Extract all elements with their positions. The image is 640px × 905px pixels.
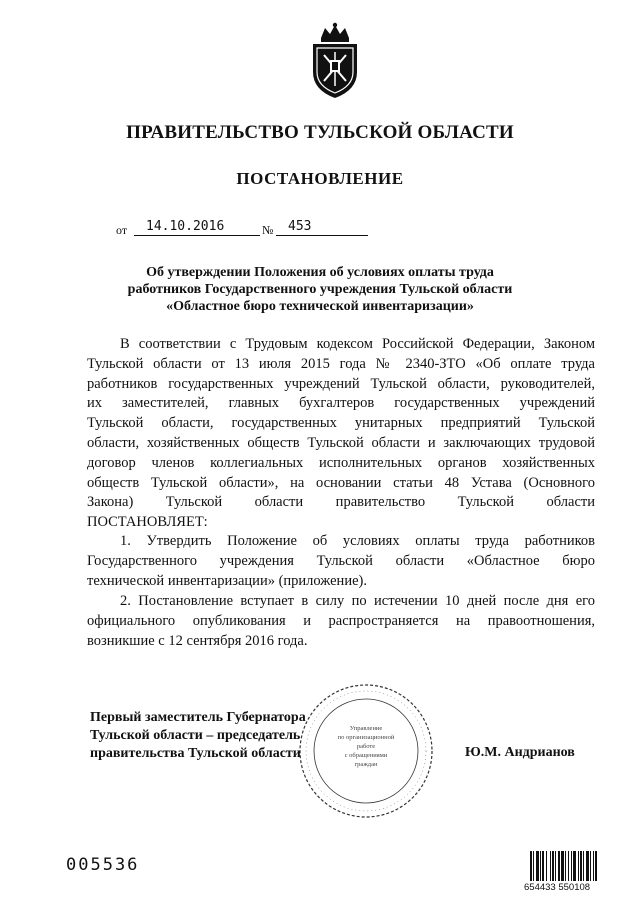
barcode-number: 654433 550108 [524, 882, 591, 893]
preamble-paragraph [87, 335, 595, 533]
svg-text:по организационной: по организационной [337, 734, 395, 741]
barcode-bar [558, 851, 560, 881]
position-line: правительства Тульской области [90, 746, 301, 761]
number-label: № [262, 223, 274, 237]
preamble-line: обществ Тульской области», на основании статьи 48 Устава (Основного [87, 474, 595, 491]
item-1-line: технической инвентаризации» (приложение). [87, 572, 367, 589]
document-type-heading: ПОСТАНОВЛЕНИЕ [236, 169, 404, 188]
svg-text:Управление: Управление [349, 725, 383, 732]
svg-text:граждан: граждан [354, 761, 378, 768]
document-title [90, 264, 550, 315]
preamble-line: Закона) Тульской области правительство Тульской области [87, 494, 595, 511]
barcode-bar [583, 851, 584, 881]
item-2-line: 2. Постановление вступает в силу по истечении 10 дней после дня его [120, 593, 595, 609]
barcode-bar [530, 851, 532, 881]
item-2-line: возникшие с 12 сентября 2016 года. [87, 632, 308, 649]
preamble-line: ПОСТАНОВЛЯЕТ: [87, 514, 208, 531]
title-line: работников Государственного учреждения Тульской области [127, 282, 513, 297]
svg-text:с обращениями: с обращениями [344, 752, 388, 759]
date-number-line [116, 219, 376, 239]
document-number: 453 [288, 219, 312, 234]
preamble-line: В соответствии с Трудовым кодексом Российской Федерации, Законом [120, 336, 595, 352]
barcode-bar [555, 851, 556, 881]
barcode-bar [568, 851, 569, 881]
stamp-seal-icon [297, 682, 435, 820]
item-1-paragraph [87, 532, 595, 591]
preamble-line: их заместителей, главных бухгалтеров государственных учреждений [87, 395, 595, 412]
barcode-bar [593, 851, 594, 881]
barcode-bar [586, 851, 589, 881]
registration-number: 005536 [66, 855, 140, 875]
barcode-bar [546, 851, 547, 881]
preamble-line: работников государственных учреждений Тульской области, руководителей, [87, 375, 595, 392]
title-line: Об утверждении Положения об условиях оплаты труда [146, 265, 494, 280]
item-2-line: официального опубликования и распространяется на правоотношения, [87, 612, 595, 629]
barcode-bar [542, 851, 544, 881]
number-underline [276, 235, 368, 236]
barcode-icon [528, 851, 628, 881]
barcode-bar [595, 851, 597, 881]
coat-of-arms-emblem [307, 22, 363, 100]
svg-text:работе: работе [356, 743, 376, 750]
barcode-bar [565, 851, 566, 881]
barcode-bar [590, 851, 591, 881]
barcode-bar [540, 851, 541, 881]
preamble-line: области, хозяйственных обществ Тульской области и заключающих трудовой [87, 434, 595, 451]
position-line: Первый заместитель Губернатора [90, 710, 306, 725]
item-1-line: 1. Утвердить Положение об условиях оплаты труда работников [120, 533, 595, 549]
barcode-bar [550, 851, 551, 881]
barcode-bar [561, 851, 564, 881]
barcode-bar [571, 851, 572, 881]
item-2-paragraph [87, 592, 595, 651]
date-underline [134, 235, 260, 236]
title-line: «Областное бюро технической инвентаризации» [166, 299, 474, 314]
preamble-line: Тульской области, государственных унитарных предприятий Тульской [87, 415, 595, 432]
barcode-bar [573, 851, 576, 881]
position-line: Тульской области – председатель [90, 728, 301, 743]
signature-position [90, 709, 306, 763]
official-stamp [297, 682, 435, 820]
document-date: 14.10.2016 [146, 219, 225, 234]
signer-name: Ю.М. Андрианов [465, 745, 575, 760]
date-label: от [116, 223, 128, 237]
barcode-bar [580, 851, 582, 881]
emblem-icon [307, 22, 363, 100]
barcode-bar [536, 851, 539, 881]
government-heading: ПРАВИТЕЛЬСТВО ТУЛЬСКОЙ ОБЛАСТИ [126, 122, 514, 143]
preamble-line: Тульской области от 13 июля 2015 года № 2340-ЗТО «Об оплате труда [87, 355, 595, 372]
preamble-line: договор членов коллегиальных исполнительных органов хозяйственных [87, 454, 595, 471]
item-1-line: Государственного учреждения Тульской области «Областное бюро [87, 552, 595, 569]
barcode-bar [533, 851, 534, 881]
barcode-bar [578, 851, 579, 881]
barcode-bar [552, 851, 554, 881]
